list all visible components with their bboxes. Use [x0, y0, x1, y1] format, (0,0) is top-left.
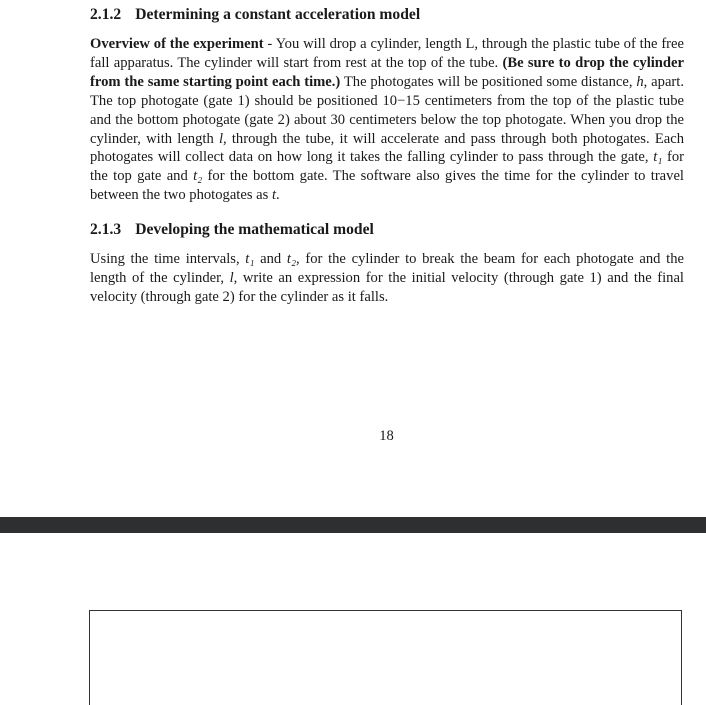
- math-symbol: t₁: [653, 149, 663, 166]
- section-heading-2-1-2: [90, 3, 684, 27]
- text-run: , through the tube, it will accelerate and pass through both photogates. Each photogates will collect data on how long it takes the falling cylinder to pass through the gate,: [90, 130, 684, 166]
- math-symbol: t₁: [245, 251, 255, 268]
- text-run: for the bottom gate. The software also gives the time for the cylinder to travel between the two photogates as: [90, 168, 684, 204]
- math-symbol: l: [218, 130, 224, 147]
- section-number: 2.1.3: [90, 221, 122, 239]
- text-run: , apart. The top photogate (gate 1) should be positioned 10−15 centimeters from the top of the plastic tube and the bottom photogate (gate 2) about 30 centimeters below the top photogate. When you drop the cylinder, with length: [90, 73, 684, 147]
- section-number: 2.1.2: [90, 6, 122, 23]
- next-page-frame: [89, 610, 682, 705]
- text-run: - You will drop a cylinder, length L, through the plastic tube of the free fall apparatus. The cylinder will start from rest at the top of the tube.: [90, 36, 684, 71]
- math-symbol: t₂: [193, 168, 203, 185]
- text-run: Using the time intervals,: [90, 251, 246, 268]
- text-run: The photogates will be positioned some distance,: [340, 73, 637, 90]
- text-run: , for the cylinder to break the beam for each photogate and the length of the cylinder,: [90, 251, 684, 287]
- math-symbol: t₂: [286, 251, 297, 268]
- text-run: , write an expression for the initial velocity (through gate 1) and the final velocity (through gate 2) for the cylinder as it falls.: [90, 270, 684, 305]
- section-heading-2-1-3: [90, 218, 684, 242]
- experiment-overview-paragraph: [90, 35, 684, 205]
- bold-text-run: (Be sure to drop the cylinder from the same starting point each time.): [90, 54, 684, 90]
- math-symbol: t: [271, 187, 277, 204]
- bold-text-run: Overview of the experiment: [90, 36, 264, 52]
- math-symbol: l: [229, 270, 234, 287]
- text-run: .: [276, 187, 280, 204]
- section-title: Determining a constant acceleration model: [135, 6, 421, 23]
- page-content: [90, 3, 684, 307]
- page-number: 18: [379, 428, 394, 444]
- mathematical-model-paragraph: [90, 250, 684, 307]
- page-separator: [0, 517, 706, 533]
- math-symbol: h: [636, 73, 644, 90]
- text-run: for the top gate and: [90, 149, 685, 185]
- text-run: and: [254, 251, 287, 268]
- next-page: [0, 533, 706, 705]
- section-title: Developing the mathematical model: [135, 221, 374, 239]
